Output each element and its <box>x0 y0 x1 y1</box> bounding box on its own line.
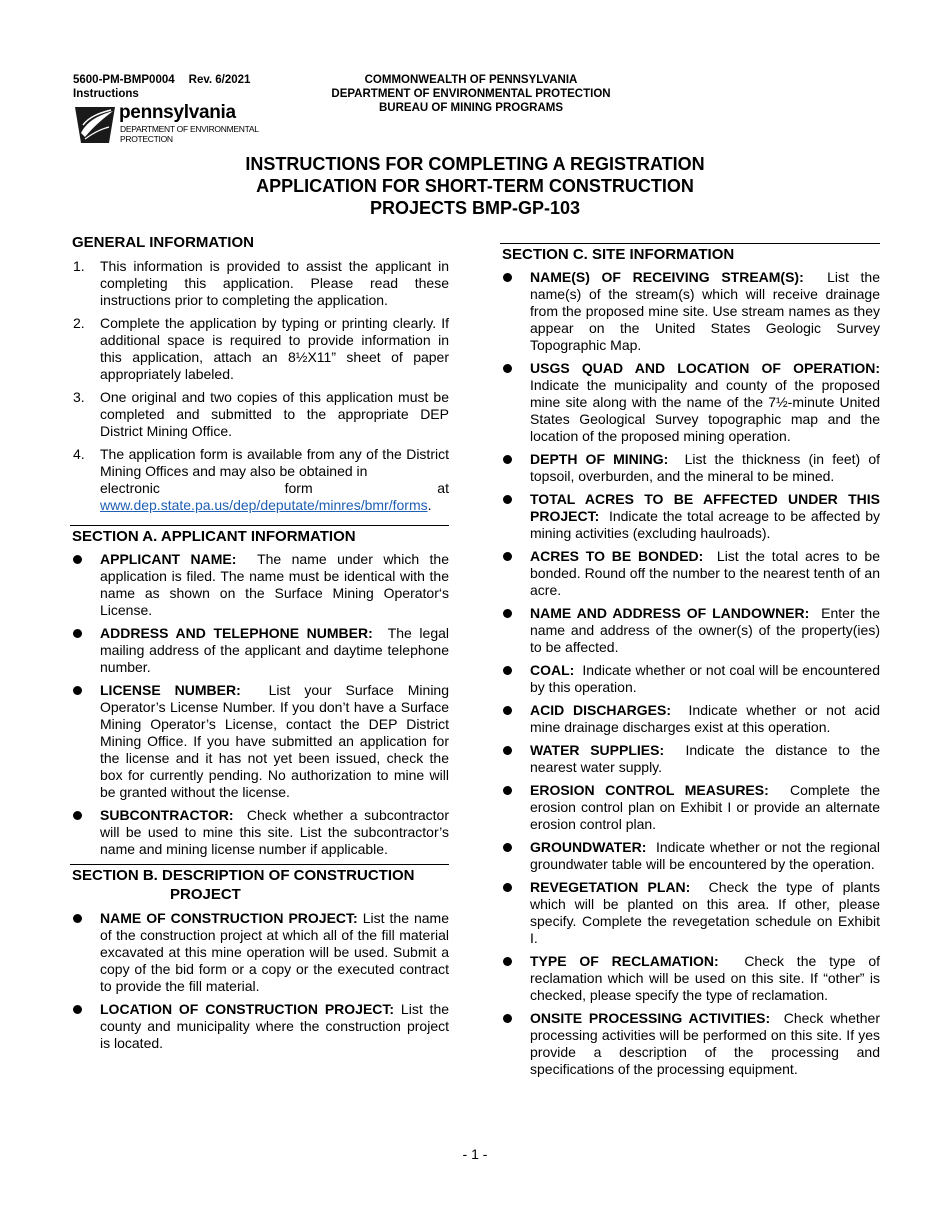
item-label: ONSITE PROCESSING ACTIVITIES: <box>530 1010 771 1026</box>
form-number: 5600-PM-BMP0004 <box>73 74 175 86</box>
section-a-rule <box>70 525 449 526</box>
forms-link[interactable]: www.dep.state.pa.us/dep/deputate/minres/bmr/forms <box>100 497 428 513</box>
logo-subtitle-line-2: PROTECTION <box>120 134 173 144</box>
bullet-icon <box>73 811 82 820</box>
logo-wordmark: pennsylvania <box>119 102 236 123</box>
list-item <box>70 389 449 440</box>
item-text: Check the type of plants which will be planted on this area. If other, please specify. Complete the revegetation schedule on Exhibit I. <box>530 879 880 946</box>
list-item <box>70 258 449 309</box>
bullet-icon <box>73 914 82 923</box>
list-item <box>500 548 880 599</box>
word: at <box>437 480 449 496</box>
bullet-icon <box>503 786 512 795</box>
period: . <box>427 497 432 513</box>
agency-line-3: BUREAU OF MINING PROGRAMS <box>379 102 563 114</box>
item-text: Indicate whether or not coal will be encountered by this operation. <box>530 662 881 695</box>
item-label: EROSION CONTROL MEASURES: <box>530 782 769 798</box>
section-b-heading <box>70 866 449 904</box>
item-label: ACRES TO BE BONDED: <box>530 548 704 564</box>
item-label: COAL: <box>530 662 575 678</box>
spread-line <box>100 480 449 497</box>
item-number: 2. <box>73 315 85 331</box>
word: form <box>284 480 313 496</box>
item-text: List the total acres to be bonded. Round off the number to the nearest tenth of an acre. <box>530 548 881 598</box>
keystone-leaf-icon <box>73 103 117 145</box>
list-item <box>500 879 880 947</box>
list-item <box>70 446 449 514</box>
bullet-icon <box>503 957 512 966</box>
list-item <box>500 839 880 873</box>
document-title <box>0 153 950 219</box>
right-column <box>500 243 880 1084</box>
agency-line-1: COMMONWEALTH OF PENNSYLVANIA <box>364 74 578 86</box>
item-number: 4. <box>73 446 85 462</box>
list-item <box>70 807 449 858</box>
bullet-icon <box>73 1005 82 1014</box>
bullet-icon <box>503 746 512 755</box>
list-item <box>500 662 880 696</box>
pa-dep-logo <box>73 103 273 145</box>
agency-line-2: DEPARTMENT OF ENVIRONMENTAL PROTECTION <box>331 88 611 100</box>
item-text: Complete the erosion control plan on Exhibit I or provide an alternate erosion control plan. <box>530 782 880 832</box>
item-text: List the county and municipality where the construction project is located. <box>100 1001 450 1051</box>
item-text: Indicate the total acreage to be affected by mining activities (excluding haulroads). <box>530 508 881 541</box>
bullet-icon <box>503 843 512 852</box>
item-label: DEPTH OF MINING: <box>530 451 669 467</box>
item-text: One original and two copies of this application must be completed and submitted to the appropriate DEP District Mining Office. <box>100 389 449 439</box>
item-label: LICENSE NUMBER: <box>100 682 241 698</box>
bullet-icon <box>503 273 512 282</box>
item-label: NAME OF CONSTRUCTION PROJECT: <box>100 910 358 926</box>
list-item <box>500 605 880 656</box>
list-item <box>500 360 880 445</box>
item-label: NAME(S) OF RECEIVING STREAM(S): <box>530 269 804 285</box>
list-item <box>70 682 449 801</box>
section-b-rule <box>70 864 449 865</box>
bullet-icon <box>503 552 512 561</box>
item-label: NAME AND ADDRESS OF LANDOWNER: <box>530 605 810 621</box>
general-information-heading: GENERAL INFORMATION <box>72 234 254 251</box>
list-item <box>500 742 880 776</box>
doc-type: Instructions <box>73 88 139 100</box>
page-number: - 1 - <box>462 1146 488 1162</box>
word: electronic <box>100 480 160 496</box>
item-text: Enter the name and address of the owner(s) of the property(ies) to be affected. <box>530 605 880 655</box>
section-b-heading-line-1: SECTION B. DESCRIPTION OF CONSTRUCTION <box>72 867 415 884</box>
list-item <box>500 269 880 354</box>
item-text: Check the type of reclamation which will be used on this site. If “other” is checked, please specify the type of reclamation. <box>530 953 881 1003</box>
list-item <box>500 491 880 542</box>
item-text: Indicate whether or not acid mine drainage discharges exist at this operation. <box>530 702 881 735</box>
item-text: Check whether a subcontractor will be used to mine this site. List the subcontractor’s name and mining license number if applicable. <box>100 807 450 857</box>
item-label: TOTAL ACRES TO BE AFFECTED UNDER THIS PROJECT: <box>530 491 880 524</box>
bullet-icon <box>503 495 512 504</box>
item-label: REVEGETATION PLAN: <box>530 879 691 895</box>
item-text: List the thickness (in feet) of topsoil, overburden, and the mineral to be mined. <box>530 451 881 484</box>
item-label: WATER SUPPLIES: <box>530 742 665 758</box>
list-item <box>500 782 880 833</box>
section-a-heading: SECTION A. APPLICANT INFORMATION <box>72 528 356 545</box>
bullet-icon <box>73 686 82 695</box>
section-c-list <box>500 269 880 1078</box>
form-number-line <box>73 73 250 87</box>
left-column <box>70 233 449 1058</box>
section-b-list <box>70 910 449 1052</box>
item-text: List the name of the construction project at which all of the fill material excavated at this mine operation will be used. Submit a copy of the bid form or a copy or the executed contract to provide the fill material. <box>100 910 450 994</box>
item-text: Indicate the distance to the nearest water supply. <box>530 742 880 775</box>
item-text: Check whether processing activities will be performed on this site. If yes provide a description of the processing and specifications of the processing equipment. <box>530 1010 880 1077</box>
bullet-icon <box>503 883 512 892</box>
list-item <box>70 1001 449 1052</box>
logo-subtitle-line-1: DEPARTMENT OF ENVIRONMENTAL <box>120 124 259 134</box>
item-label: APPLICANT NAME: <box>100 551 237 567</box>
list-item <box>500 1010 880 1078</box>
title-line-1: INSTRUCTIONS FOR COMPLETING A REGISTRATION <box>245 154 705 174</box>
item-label: GROUNDWATER: <box>530 839 647 855</box>
item-text: Complete the application by typing or printing clearly. If additional space is required to provide information in this application, attach an 8½X11” sheet of paper appropriately labeled. <box>100 315 449 382</box>
agency-block <box>300 73 642 115</box>
section-a-list <box>70 551 449 858</box>
item-number: 3. <box>73 389 85 405</box>
forms-link-line <box>100 497 449 514</box>
item-text: Indicate the municipality and county of the proposed mine site along with the name of the 7½-minute United States Geological Survey topographic map and the location of the proposed mining operation. <box>530 377 880 444</box>
list-item <box>70 625 449 676</box>
form-id-block <box>73 73 250 101</box>
item-number: 1. <box>73 258 85 274</box>
bullet-icon <box>503 455 512 464</box>
section-c-rule <box>500 243 880 244</box>
general-information-list <box>70 258 449 514</box>
list-item <box>500 953 880 1004</box>
list-item <box>500 451 880 485</box>
section-b-heading-line-2: PROJECT <box>170 886 241 903</box>
bullet-icon <box>503 364 512 373</box>
revision: Rev. 6/2021 <box>188 74 251 86</box>
bullet-icon <box>503 666 512 675</box>
item-label: SUBCONTRACTOR: <box>100 807 234 823</box>
bullet-icon <box>503 609 512 618</box>
bullet-icon <box>73 629 82 638</box>
bullet-icon <box>73 555 82 564</box>
title-line-3: PROJECTS BMP-GP-103 <box>369 198 581 218</box>
item-text: Indicate whether or not the regional groundwater table will be encountered by the operation. <box>530 839 880 872</box>
item-label: ACID DISCHARGES: <box>530 702 671 718</box>
bullet-icon <box>503 706 512 715</box>
item-label: LOCATION OF CONSTRUCTION PROJECT: <box>100 1001 395 1017</box>
item-label: ADDRESS AND TELEPHONE NUMBER: <box>100 625 373 641</box>
list-item <box>70 315 449 383</box>
list-item <box>500 702 880 736</box>
item-text: The legal mailing address of the applicant and daytime telephone number. <box>100 625 450 675</box>
item-label: TYPE OF RECLAMATION: <box>530 953 719 969</box>
bullet-icon <box>503 1014 512 1023</box>
item-text: List your Surface Mining Operator’s License Number. If you don’t have a Surface Mining Operator’s License, contact the DEP District Mining Office. If you have submitted an application for the license and it has not yet been issued, check the box for currently pending. No authorization to mine will be granted without the license. <box>100 682 449 800</box>
item-text: This information is provided to assist the applicant in completing this application. Please read these instructions prior to completing the application. <box>100 258 449 308</box>
list-item <box>70 551 449 619</box>
item-text: List the name(s) of the stream(s) which will receive drainage from the proposed mine site. Use stream names as they appear on the United States Geologic Survey Topographic Map. <box>530 269 881 353</box>
section-c-heading: SECTION C. SITE INFORMATION <box>502 246 735 263</box>
item-text: The application form is available from any of the District Mining Offices and may also be obtained in <box>100 446 449 479</box>
list-item <box>70 910 449 995</box>
item-label: USGS QUAD AND LOCATION OF OPERATION: <box>530 360 880 376</box>
item-text: The name under which the application is filed. The name must be identical with the name as shown on the Surface Mining Operator‘s License. <box>100 551 450 618</box>
logo-subtitle <box>120 124 259 144</box>
title-line-2: APPLICATION FOR SHORT-TERM CONSTRUCTION <box>256 176 694 196</box>
